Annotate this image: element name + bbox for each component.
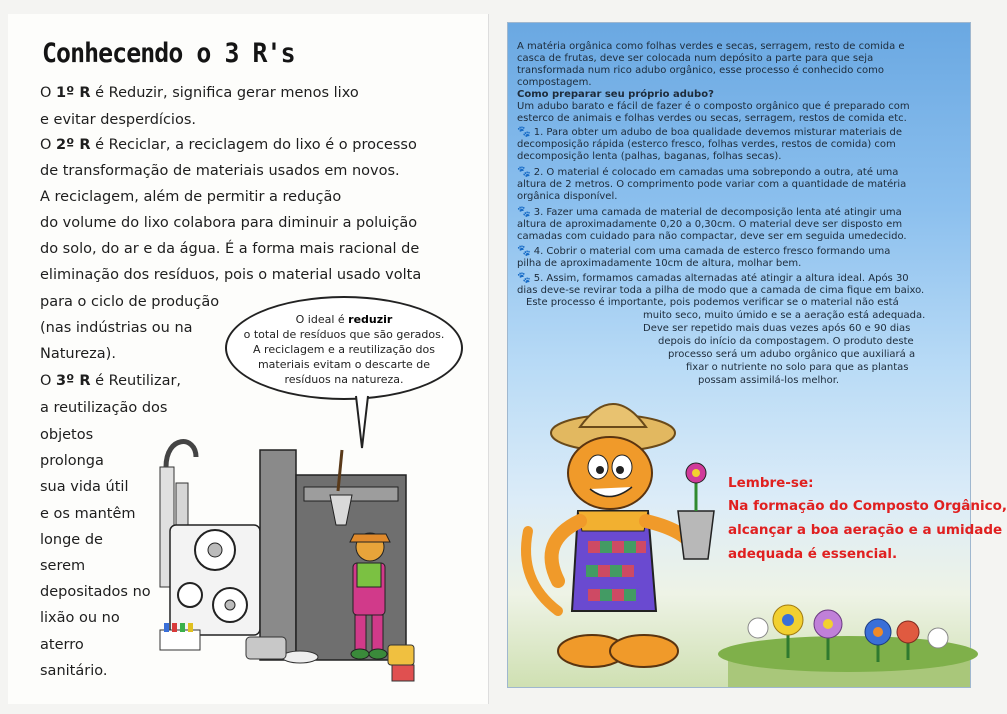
text-line: 🐾 5. Assim, formamos camadas alternadas até atingir a altura ideal. Após 30 [517, 271, 909, 284]
text-line: Deve ser repetido mais duas vezes após 60 e 90 dias [643, 323, 911, 334]
text-line: a reutilização dos [40, 400, 168, 416]
text-line: aterro [40, 637, 84, 653]
speech-bubble [225, 296, 463, 400]
flowers-illustration [728, 568, 970, 687]
text-line: do volume do lixo colabora para diminuir a poluição [40, 215, 418, 231]
text-line: processo será um adubo orgânico que auxiliará a [668, 349, 916, 360]
text-line: O 2º R é Reciclar, a reciclagem do lixo é o processo [40, 137, 417, 153]
text-line: compostagem. [517, 77, 592, 88]
text-line: O 3º R é Reutilizar, [40, 373, 182, 389]
right-page [507, 22, 1007, 688]
text-line: prolonga [40, 453, 104, 469]
bubble-line: A reciclagem e a reutilização dos [253, 343, 435, 356]
text-line: altura de 2 metros. O comprimento pode variar com a quantidade de matéria [517, 179, 907, 190]
text-line: de transformação de materiais usados em novos. [40, 163, 400, 179]
text-line: possam assimilá-los melhor. [698, 375, 840, 386]
reminder-title: Lembre-se: [728, 475, 814, 491]
bubble-line: o total de resíduos que são gerados. [243, 328, 445, 341]
text-line: camadas com cuidado para não compactar, deve ser em seguida umedecido. [517, 231, 907, 242]
paw-icon: 🐾 [517, 165, 531, 178]
text-line: 🐾 3. Fazer uma camada de material de decomposição lenta até atingir uma [517, 205, 902, 218]
paw-icon: 🐾 [517, 244, 531, 257]
text-line: objetos [40, 427, 94, 443]
paw-icon: 🐾 [517, 205, 531, 218]
text-line: altura de aproximadamente 0,20 a 0,30cm. O material deve ser disposto em [517, 219, 903, 230]
text-line: A matéria orgânica como folhas verdes e secas, serragem, resto de comida e [517, 41, 905, 52]
text-line: decomposição lenta (palhas, baganas, folhas secas). [517, 151, 782, 162]
text-line: eliminação dos resíduos, pois o material usado volta [40, 267, 422, 283]
text-line: 🐾 2. O material é colocado em camadas uma sobrepondo a outra, até uma [517, 165, 899, 178]
text-line: Natureza). [40, 346, 116, 362]
recycling-machine-illustration [160, 395, 420, 685]
section-heading: Como preparar seu próprio adubo? [517, 89, 714, 100]
cat-gardener-illustration [518, 381, 728, 681]
reminder-line: Na formação do Composto Orgânico, [728, 498, 1007, 514]
text-line: casca de frutas, deve ser colocada num depósito a parte para que seja [517, 53, 874, 64]
text-line: longe de [40, 532, 103, 548]
text-line: serem [40, 558, 86, 574]
text-line: Um adubo barato e fácil de fazer é o composto orgânico que é preparado com [517, 101, 910, 112]
text-line: Este processo é importante, pois podemos verificar se o material não está [526, 297, 899, 308]
bubble-line: resíduos na natureza. [284, 373, 404, 386]
text-line: orgânica disponível. [517, 191, 618, 202]
paw-icon: 🐾 [517, 271, 531, 284]
text-line: depositados no [40, 584, 151, 600]
bubble-line: O ideal é reduzir [295, 313, 393, 326]
text-line: depois do início da compostagem. O produto deste [658, 336, 914, 347]
text-line: fixar o nutriente no solo para que as plantas [686, 362, 909, 373]
text-line: e evitar desperdícios. [40, 112, 196, 128]
page-title: Conhecendo o 3 R's [42, 38, 295, 69]
paw-icon: 🐾 [517, 125, 531, 138]
text-line: 🐾 1. Para obter um adubo de boa qualidade devemos misturar materiais de [517, 125, 903, 138]
text-line: transformada num rico adubo orgânico, esse processo é conhecido como [517, 65, 884, 76]
reminder-line: alcançar a boa aeração e a umidade [728, 522, 1003, 538]
text-line: O 1º R é Reduzir, significa gerar menos lixo [40, 85, 359, 101]
text-line: muito seco, muito úmido e se a aeração está adequada. [643, 310, 926, 321]
text-line: pilha de aproximadamente 10cm de altura, molhar bem. [517, 258, 802, 269]
text-line: lixão ou no [40, 610, 120, 626]
text-line: (nas indústrias ou na [40, 320, 193, 336]
text-line: dias deve-se revirar toda a pilha de modo que a camada de cima fique em baixo. [517, 285, 925, 296]
text-line: sua vida útil [40, 479, 129, 495]
text-line: 🐾 4. Cobrir o material com uma camada de esterco fresco formando uma [517, 244, 891, 257]
text-line: A reciclagem, além de permitir a redução [40, 189, 342, 205]
text-line: e os mantêm [40, 506, 136, 522]
bubble-line: materiais evitam o descarte de [257, 358, 431, 371]
text-line: sanitário. [40, 663, 108, 679]
reminder-line: adequada é essencial. [728, 546, 898, 562]
text-line: decomposição rápida (esterco fresco, folhas verdes, restos de comida) com [517, 139, 896, 150]
text-line: do solo, do ar e da água. É a forma mais racional de [40, 241, 420, 257]
text-line: esterco de animais e folhas verdes ou secas, serragem, restos de comida etc. [517, 113, 907, 124]
text-line: para o ciclo de produção [40, 294, 220, 310]
